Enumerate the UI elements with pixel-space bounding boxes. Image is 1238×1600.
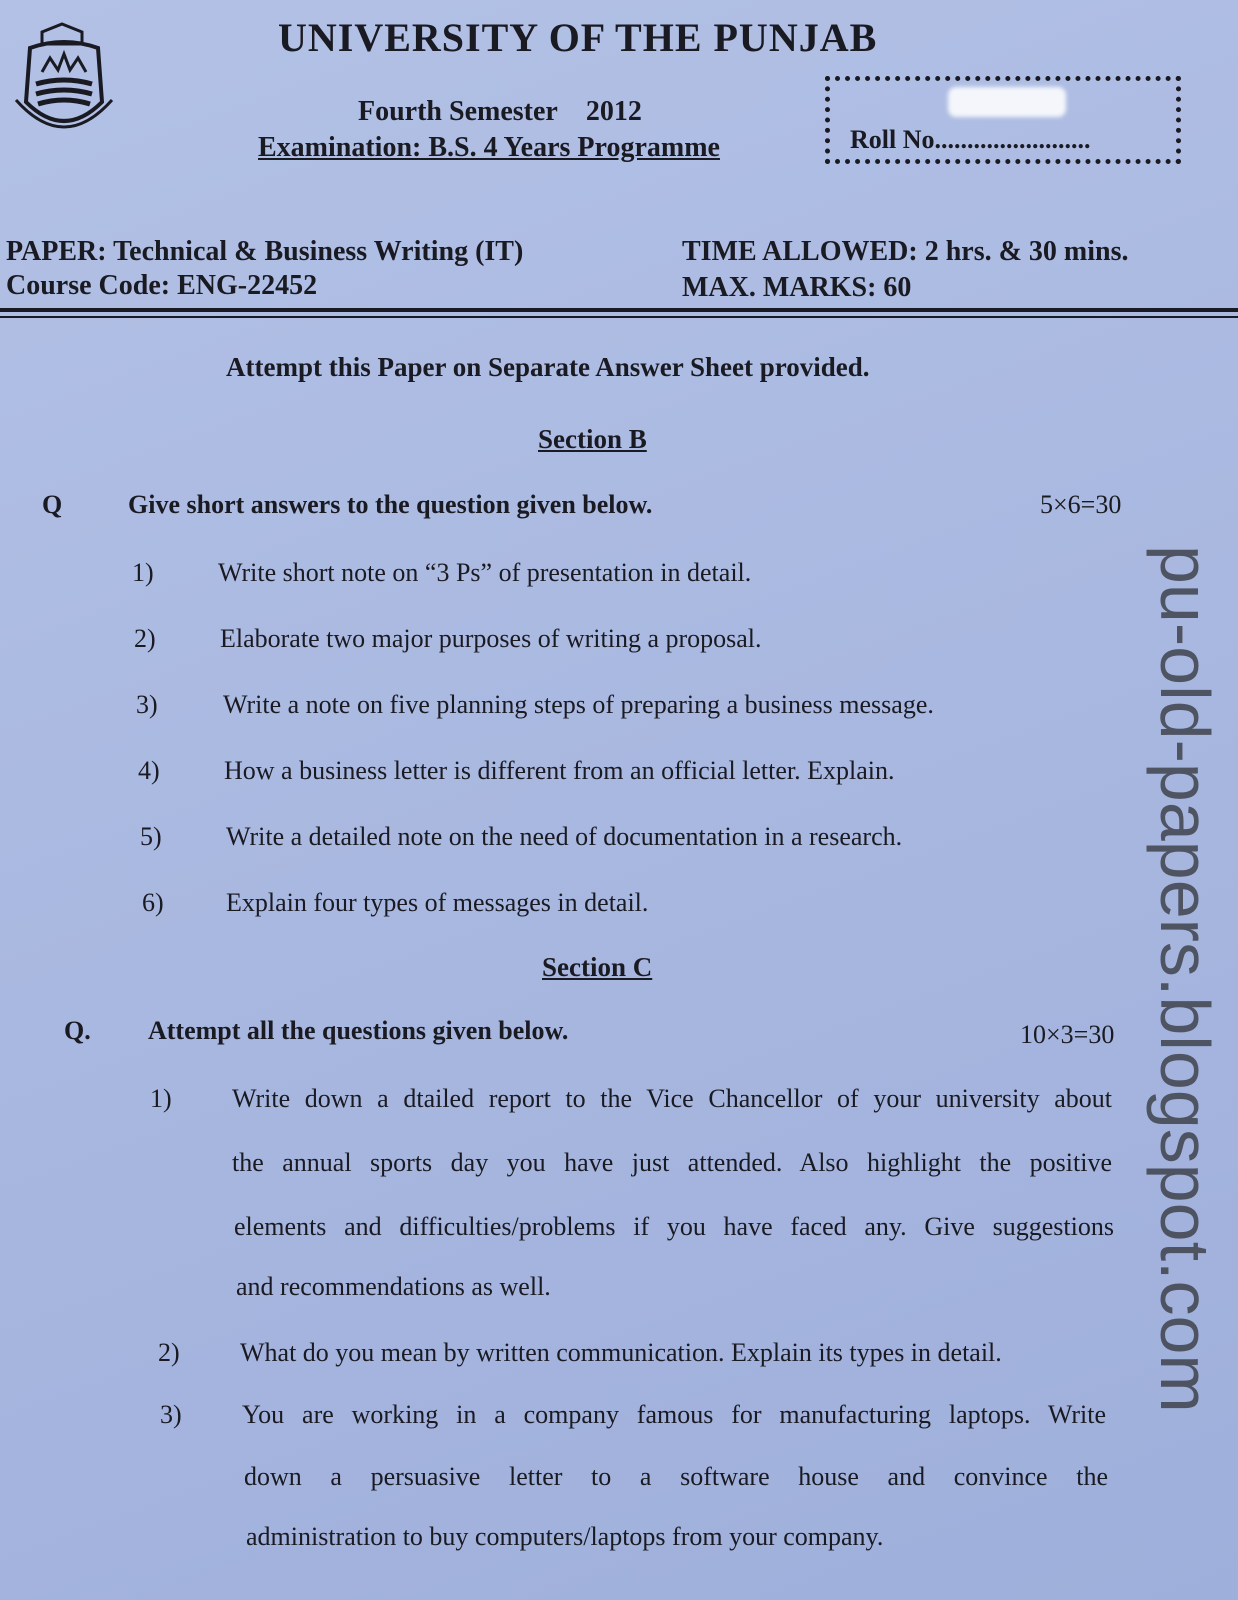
- max-marks: MAX. MARKS: 60: [682, 272, 912, 303]
- roll-number-label: Roll No........................: [850, 125, 1091, 154]
- section-b-prompt: Give short answers to the question given below.: [128, 490, 653, 519]
- section-c-prompt: Attempt all the questions given below.: [148, 1016, 569, 1045]
- semester-line: [358, 96, 642, 128]
- instruction: Attempt this Paper on Separate Answer Sheet provided.: [226, 352, 870, 382]
- redacted-roll-number: [948, 87, 1066, 117]
- time-allowed: TIME ALLOWED: 2 hrs. & 30 mins.: [682, 236, 1129, 267]
- question-text: Explain four types of messages in detail.: [226, 888, 649, 917]
- question-line: down a persuasive letter to a software house and convince the: [244, 1462, 1108, 1491]
- university-crest-icon: [12, 22, 116, 142]
- question-line: You are working in a company famous for manufacturing laptops. Write: [242, 1400, 1106, 1429]
- question-line: elements and difficulties/problems if you have faced any. Give suggestions: [234, 1212, 1114, 1241]
- question-line: and recommendations as well.: [236, 1272, 551, 1301]
- year: 2012: [585, 96, 642, 127]
- question-number: 5): [140, 822, 162, 851]
- question-number: 3): [136, 690, 158, 719]
- question-line: the annual sports day you have just attended. Also highlight the positive: [232, 1148, 1112, 1177]
- watermark: pu-old-papers.blogspot.com: [1146, 545, 1224, 1413]
- question-number: 3): [160, 1400, 182, 1429]
- question-number: 6): [142, 888, 164, 917]
- question-line: administration to buy computers/laptops from your company.: [246, 1522, 884, 1551]
- examination-title: Examination: B.S. 4 Years Programme: [258, 132, 720, 163]
- roll-number-box: [825, 76, 1181, 164]
- question-number: 2): [158, 1338, 180, 1367]
- question-line: What do you mean by written communication. Explain its types in detail.: [240, 1338, 1002, 1367]
- question-line: Write down a dtailed report to the Vice Chancellor of your university about: [232, 1084, 1112, 1113]
- question-number: 2): [134, 624, 156, 653]
- question-text: Write a note on five planning steps of preparing a business message.: [223, 690, 934, 719]
- section-c-title: Section C: [542, 952, 653, 982]
- section-b-title: Section B: [538, 424, 647, 454]
- university-title: UNIVERSITY OF THE PUNJAB: [278, 15, 878, 60]
- question-text: Elaborate two major purposes of writing a proposal.: [220, 624, 762, 653]
- question-text: Write a detailed note on the need of documentation in a research.: [226, 822, 903, 851]
- section-b-marks: 5×6=30: [1040, 490, 1122, 519]
- question-text: How a business letter is different from an official letter. Explain.: [224, 756, 895, 785]
- question-number: 4): [138, 756, 160, 785]
- header-divider-thin: [0, 316, 1238, 318]
- section-c-marks: 10×3=30: [1020, 1020, 1115, 1049]
- section-b-q-label: Q: [42, 490, 63, 519]
- semester: Fourth Semester: [358, 96, 558, 127]
- question-number: 1): [132, 558, 154, 587]
- question-number: 1): [150, 1084, 172, 1113]
- header-divider: [0, 308, 1238, 312]
- question-text: Write short note on “3 Ps” of presentation in detail.: [218, 558, 752, 587]
- section-c-q-label: Q.: [64, 1016, 91, 1045]
- course-code: Course Code: ENG-22452: [6, 270, 318, 301]
- paper-name: PAPER: Technical & Business Writing (IT): [6, 236, 524, 267]
